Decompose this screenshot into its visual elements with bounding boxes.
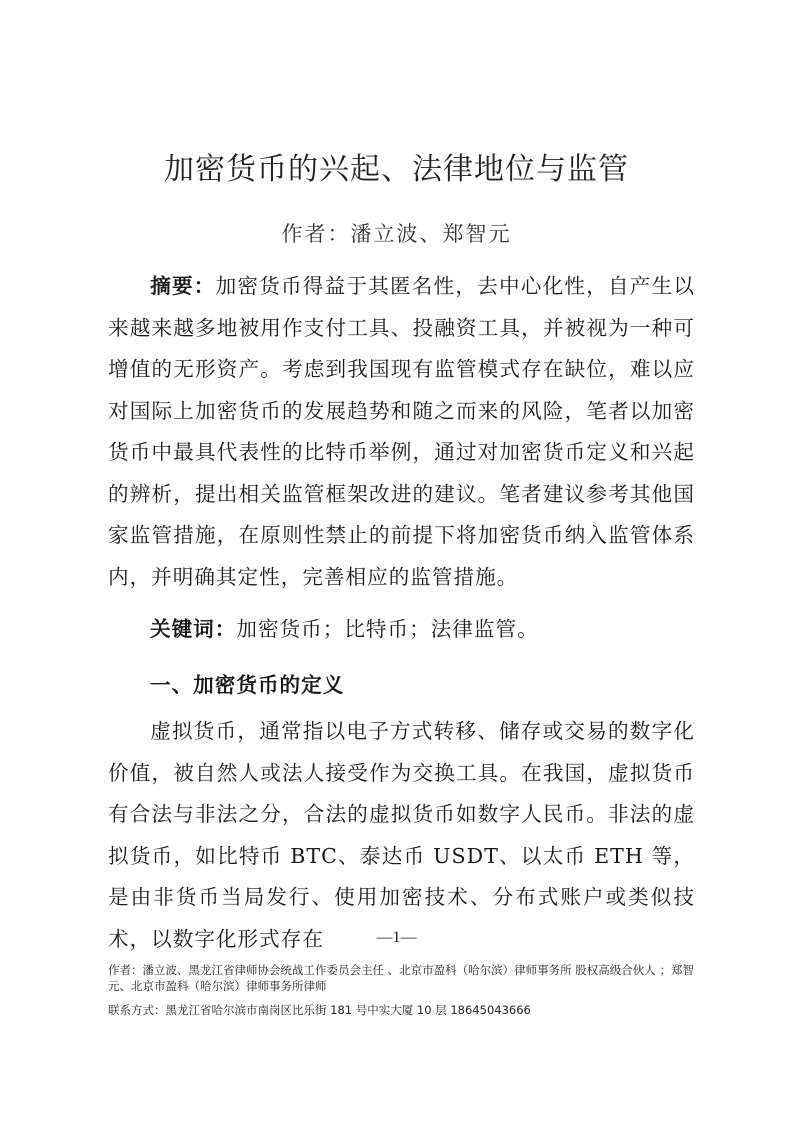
keywords-text: 加密货币；比特币；法律监管。 xyxy=(236,617,539,641)
section-paragraph xyxy=(108,711,695,960)
section-heading: 一、加密货币的定义 xyxy=(150,673,345,697)
footnote-contact: 联系方式：黑龙江省哈尔滨市南岗区比乐街 181 号中实大厦 10 层 18645043666 xyxy=(108,1003,531,1017)
section-paragraph-text: 虚拟货币，通常指以电子方式转移、储存或交易的数字化价值，被自然人或法人接受作为交换工具。在我国，虚拟货币有合法与非法之分，合法的虚拟货币如数字人民币。非法的虚拟货币，如比特币 BTC、泰达币 USDT、以太币 ETH 等，是由非货币当局发行、使用加密技术、分布式账户或类似技术，以数字化形式存在 xyxy=(108,719,695,951)
abstract-paragraph xyxy=(108,266,695,598)
footnote-author: 作者：潘立波、黑龙江省律师协会统战工作委员会主任 、北京市盈科（哈尔滨）律师事务所 股权高级合伙人 ；郑智元、北京市盈科（哈尔滨）律师事务所律师 xyxy=(108,963,694,993)
abstract-text: 加密货币得益于其匿名性，去中心化性，自产生以来越来越多地被用作支付工具、投融资工具，并被视为一种可增值的无形资产。考虑到我国现有监管模式存在缺位，难以应对国际上加密货币的发展趋势和随之而来的风险，笔者以加密货币中最具代表性的比特币举例，通过对加密货币定义和兴起的辨析，提出相关监管框架改进的建议。笔者建议参考其他国家监管措施，在原则性禁止的前提下将加密货币纳入监管体系内，并明确其定性，完善相应的监管措施。 xyxy=(108,274,696,589)
abstract-label: 摘要： xyxy=(150,274,216,298)
page-number: —1— xyxy=(376,929,417,946)
keywords-paragraph xyxy=(108,609,695,651)
keywords-label: 关键词： xyxy=(150,617,237,641)
document-title: 加密货币的兴起、法律地位与监管 xyxy=(164,152,629,187)
authors-line: 作者：潘立波、郑智元 xyxy=(281,222,512,246)
